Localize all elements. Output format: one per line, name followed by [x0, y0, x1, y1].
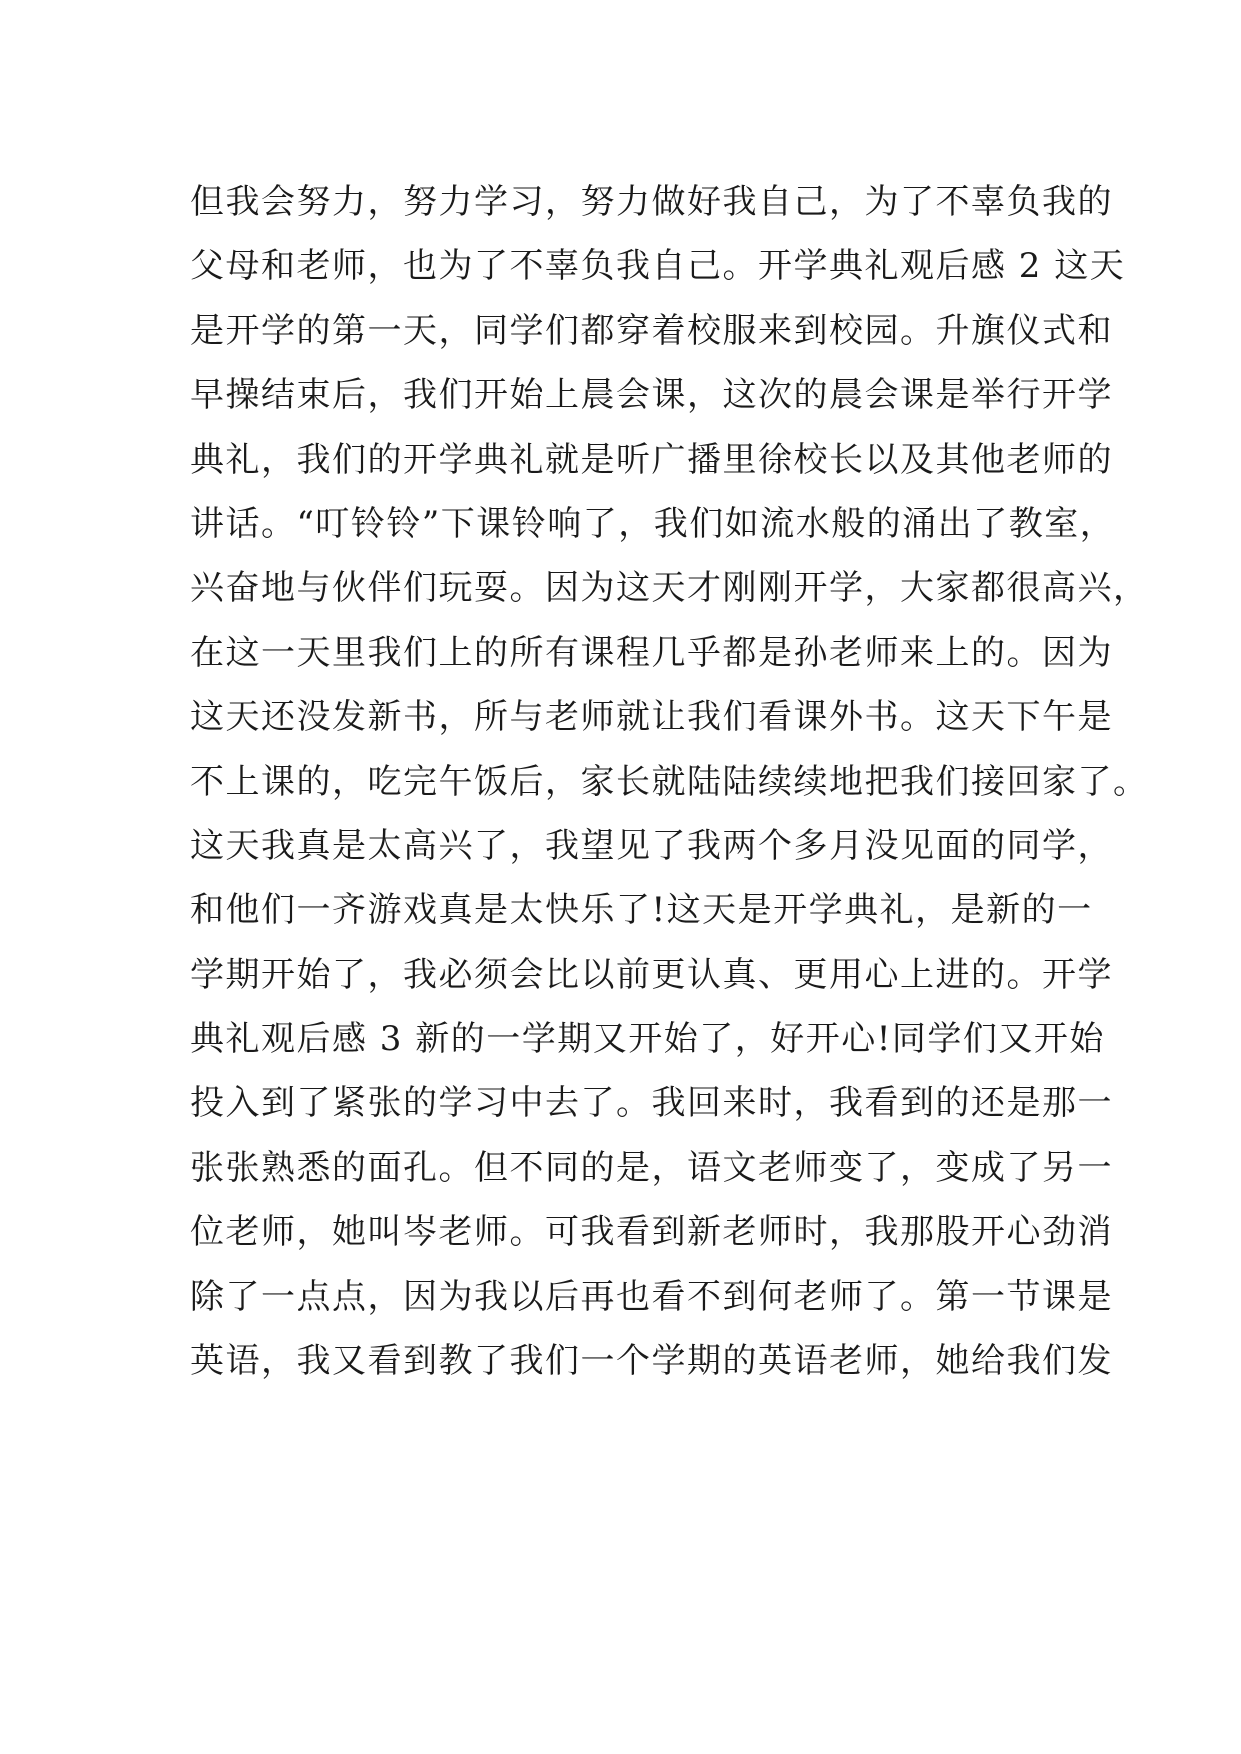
text-line: 位老师，她叫岑老师。可我看到新老师时，我那股开心劲消 [190, 1212, 1113, 1253]
text-line: 英语，我又看到教了我们一个学期的英语老师，她给我们发 [190, 1341, 1113, 1382]
body-text [190, 170, 1149, 1393]
text-line: 除了一点点，因为我以后再也看不到何老师了。第一节课是 [190, 1276, 1113, 1317]
text-line: 学期开始了，我必须会比以前更认真、更用心上进的。开学 [190, 954, 1113, 995]
text-line: 在这一天里我们上的所有课程几乎都是孙老师来上的。因为 [190, 632, 1113, 673]
text-line: 讲话。“叮铃铃”下课铃响了，我们如流水般的涌出了教室， [190, 503, 1116, 544]
text-line: 父母和老师，也为了不辜负我自己。开学典礼观后感 2 这天 [190, 246, 1126, 287]
text-line: 兴奋地与伙伴们玩耍。因为这天才刚刚开学，大家都很高兴， [190, 568, 1149, 609]
text-line: 是开学的第一天，同学们都穿着校服来到校园。升旗仪式和 [190, 310, 1113, 351]
text-line: 这天我真是太高兴了，我望见了我两个多月没见面的同学， [190, 825, 1113, 866]
text-line: 投入到了紧张的学习中去了。我回来时，我看到的还是那一 [190, 1083, 1113, 1124]
text-line: 典礼，我们的开学典礼就是听广播里徐校长以及其他老师的 [190, 439, 1113, 480]
text-line: 但我会努力，努力学习，努力做好我自己，为了不辜负我的 [190, 182, 1113, 222]
text-line: 这天还没发新书，所与老师就让我们看课外书。这天下午是 [190, 697, 1113, 738]
text-line: 和他们一齐游戏真是太快乐了!这天是开学典礼，是新的一 [190, 890, 1093, 931]
text-line: 典礼观后感 3 新的一学期又开始了，好开心!同学们又开始 [190, 1019, 1105, 1060]
text-line: 张张熟悉的面孔。但不同的是，语文老师变了，变成了另一 [190, 1147, 1113, 1188]
text-line: 早操结束后，我们开始上晨会课，这次的晨会课是举行开学 [190, 375, 1113, 416]
text-line: 不上课的，吃完午饭后，家长就陆陆续续地把我们接回家了。 [190, 761, 1149, 802]
